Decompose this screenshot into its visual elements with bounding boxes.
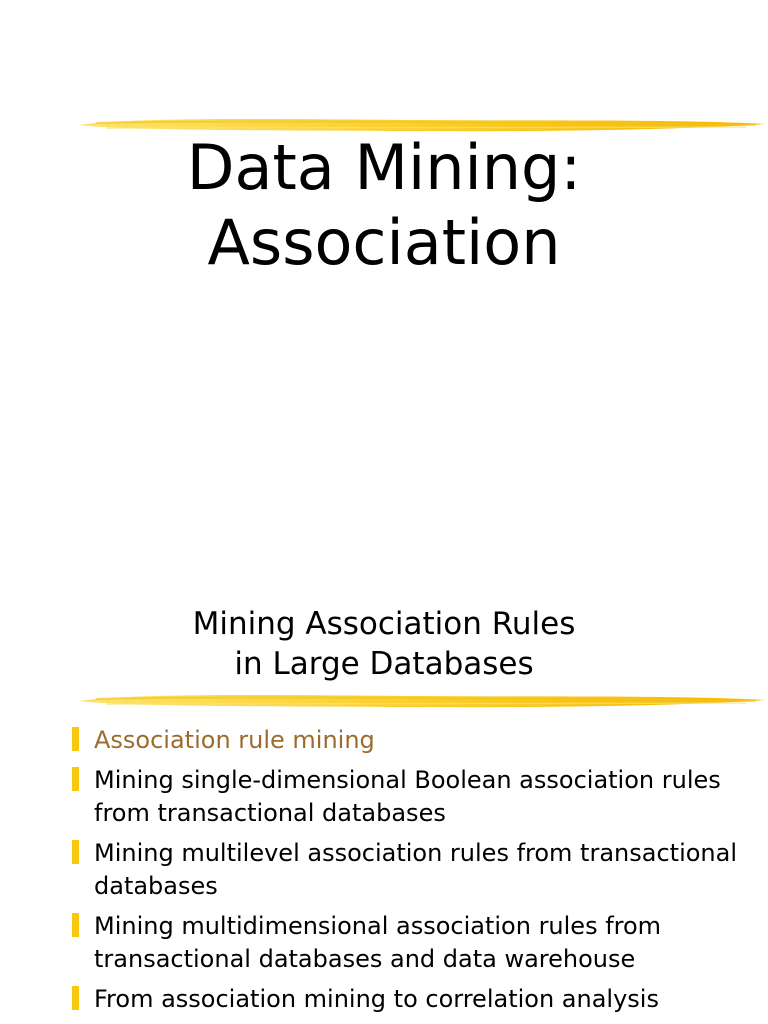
list-item (72, 983, 762, 1016)
bullet-marker-icon (72, 727, 79, 751)
section-title-line-2: in Large Databases (234, 646, 534, 682)
brush-stroke-divider (76, 689, 768, 713)
slide-title (0, 130, 768, 280)
list-item-text: Association rule mining (94, 726, 375, 754)
list-item (72, 764, 762, 830)
bullet-marker-icon (72, 986, 79, 1010)
slide-title-line-2: Association (207, 206, 561, 279)
section-title-line-1: Mining Association Rules (192, 606, 576, 642)
list-item-text: Mining multidimensional association rules from transactional databases and data warehouse (94, 912, 662, 973)
slide-title-line-1: Data Mining: (186, 131, 582, 204)
list-item-text: Mining single-dimensional Boolean association rules from transactional databases (94, 766, 721, 827)
bullet-marker-icon (72, 767, 79, 791)
list-item-text: Mining multilevel association rules from transactional databases (94, 839, 738, 900)
list-item (72, 724, 762, 757)
bullet-list (72, 724, 762, 1023)
list-item (72, 910, 762, 976)
bullet-marker-icon (72, 913, 79, 937)
bullet-marker-icon (72, 840, 79, 864)
section-title (0, 604, 768, 684)
list-item (72, 837, 762, 903)
list-item-text: From association mining to correlation analysis (94, 985, 659, 1013)
